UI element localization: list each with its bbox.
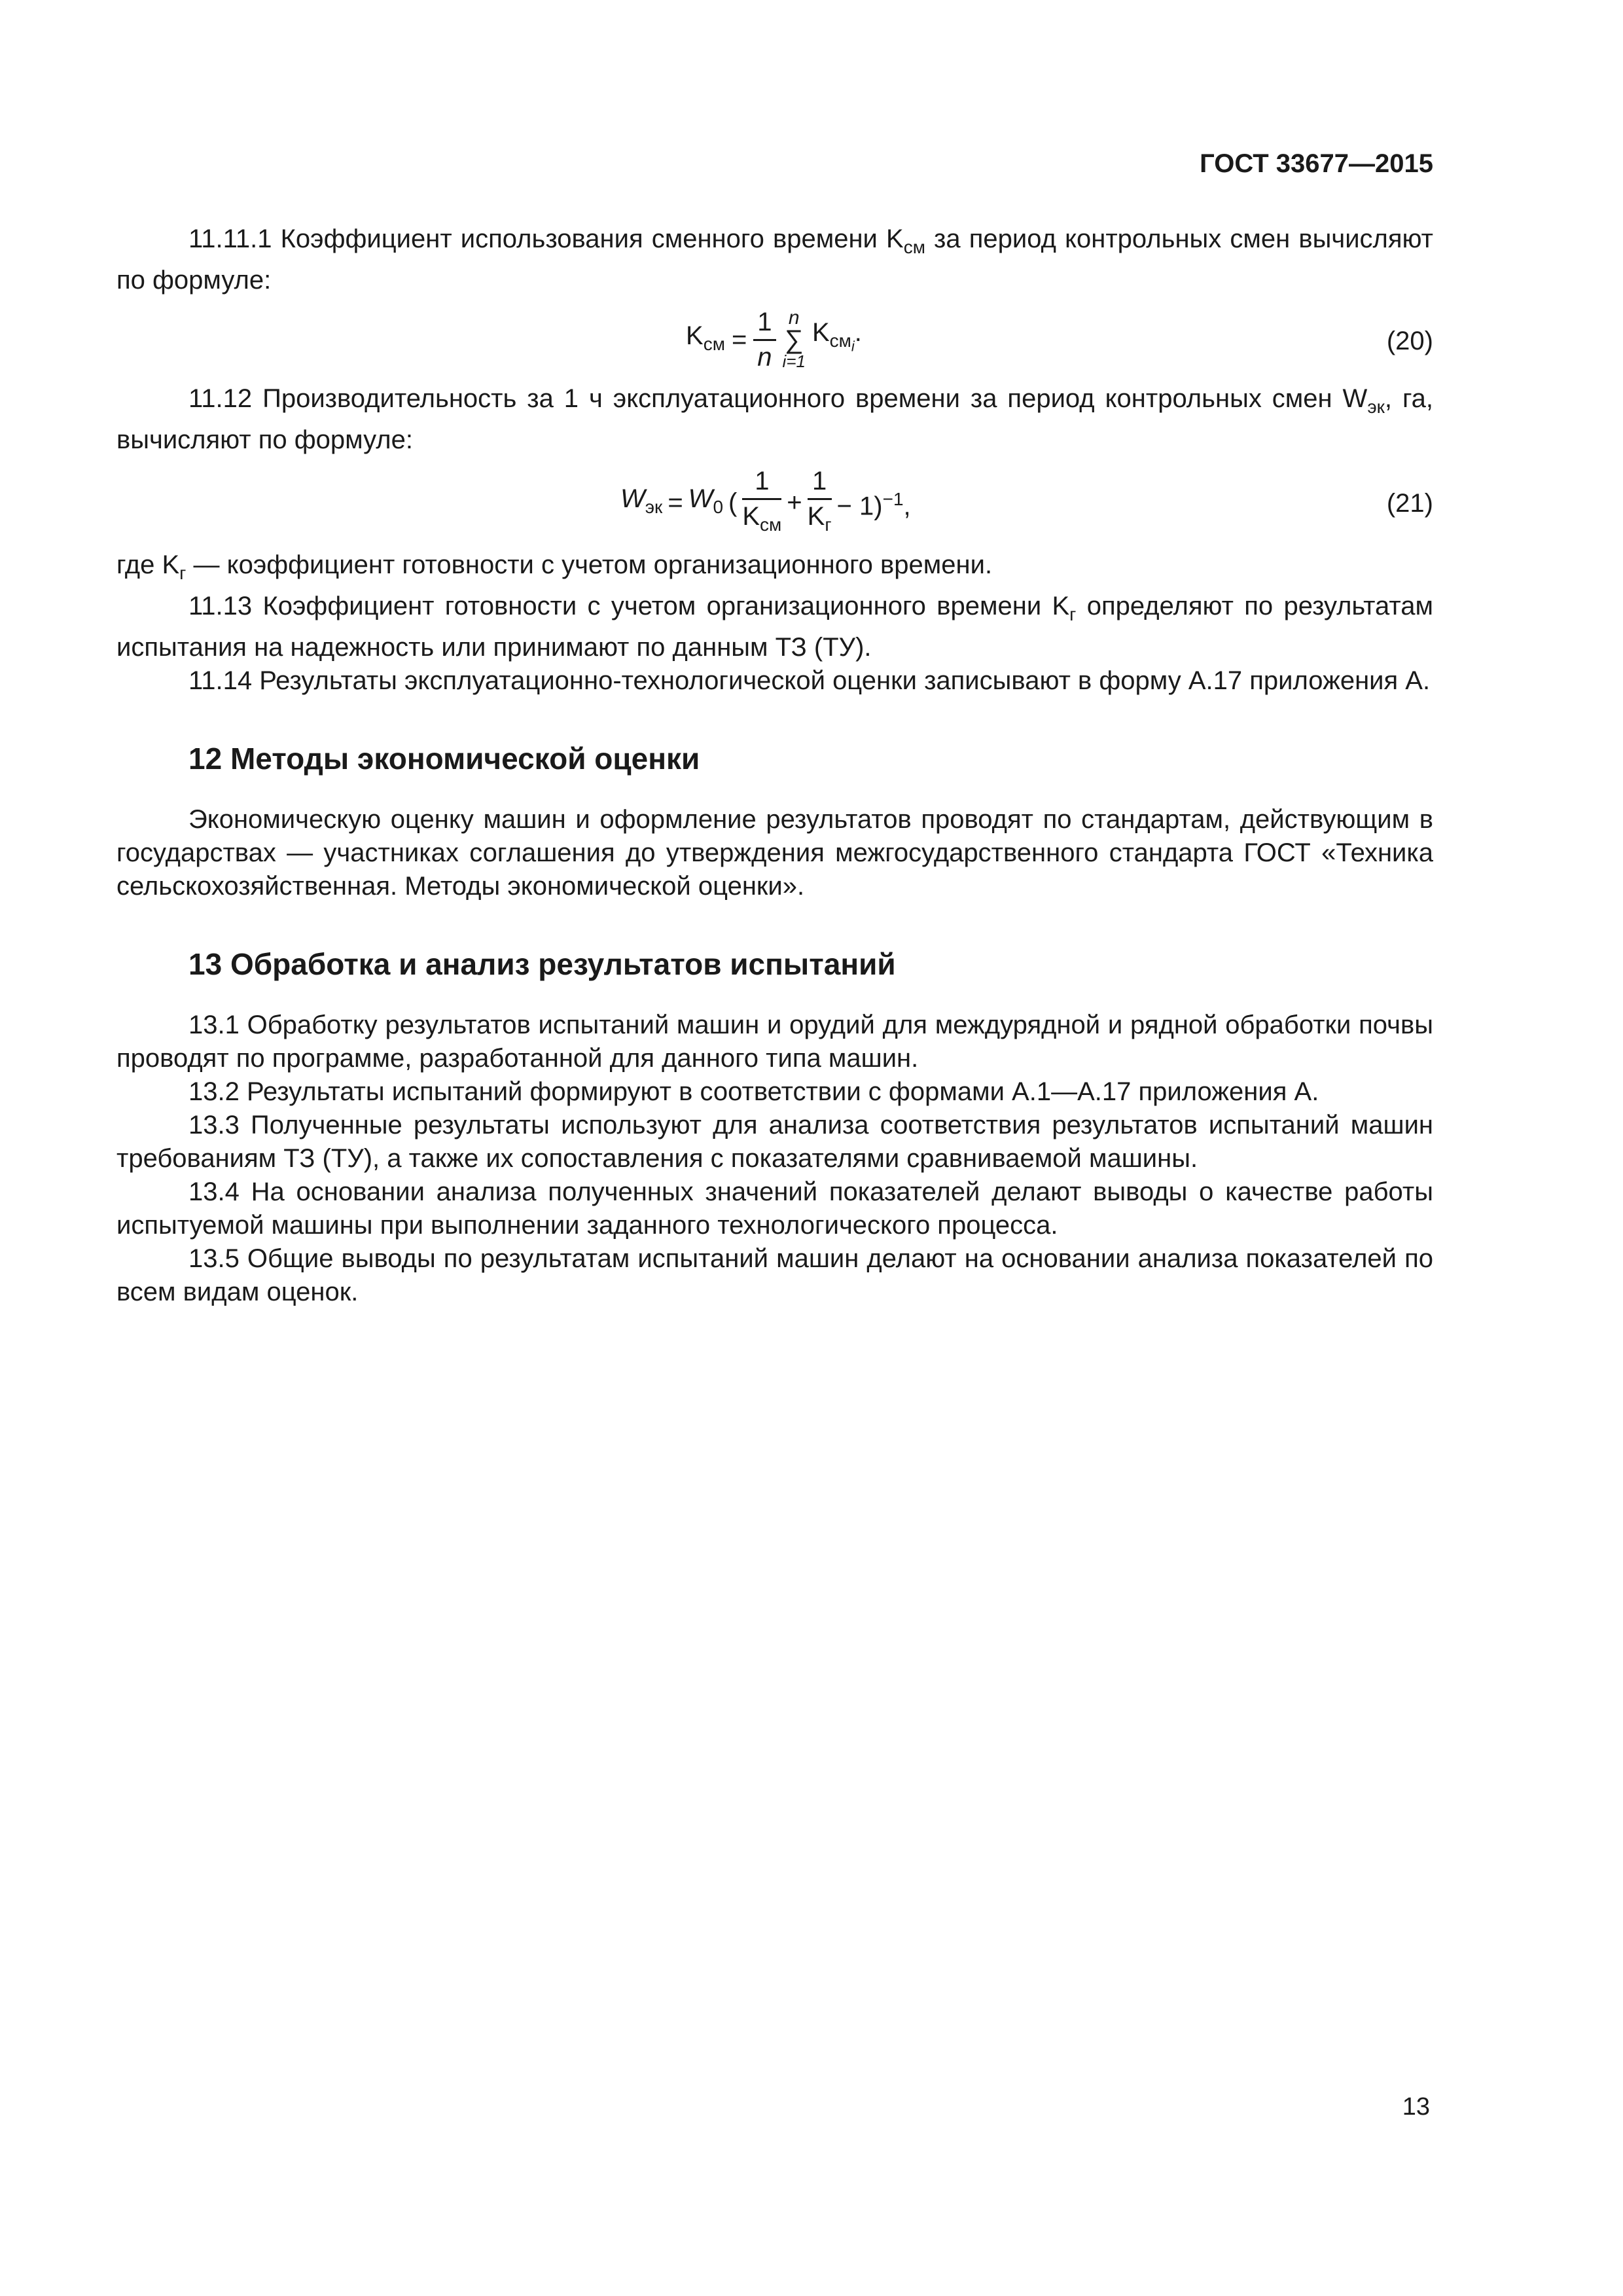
- paragraph-11-11-1: 11.11.1 Коэффициент использования сменного времени $K_{см}$ за период контрольных смен вычисляют по формуле:: [116, 224, 1433, 295]
- page-body: [116, 223, 1433, 1309]
- paragraph-11-13: 11.13 Коэффициент готовности с учетом организационного времени $K_г$ определяют по результатам испытания на надежность или принимают по данным ТЗ (ТУ).: [116, 592, 1434, 662]
- paragraph-13-2: 13.2 Результаты испытаний формируют в соответствии с формами А.1—А.17 приложения А.: [188, 1077, 1319, 1106]
- section-heading-13: 13 Обработка и анализ результатов испытаний: [188, 947, 896, 981]
- equation-20: $K_{см}$ = $\frac{1}{n}$ n ∑ i=1 $K_{см_i}$. (20): [116, 297, 1433, 382]
- paragraph-13-4: 13.4 На основании анализа полученных значений показателей делают выводы о качестве работы испытуемой машины при выполнении заданного технологического процесса.: [116, 1177, 1433, 1240]
- paragraph-11-12: 11.12 Производительность за 1 ч эксплуатационного времени за период контрольных смен $W_{эк}$, га, вычисляют по формуле:: [116, 384, 1434, 454]
- page-number: 13: [1402, 2093, 1430, 2121]
- paragraph-13-1: 13.1 Обработку результатов испытаний машин и орудий для междурядной и рядной обработки почвы проводят по программе, разработанной для данного типа машин.: [116, 1011, 1433, 1073]
- paragraph-12: Экономическую оценку машин и оформление результатов проводят по стандартам, действующим в государствах — участниках соглашения до утверждения межгосударственного стандарта ГОСТ «Техника сельскохозяйственная. Методы экономической оценки».: [116, 805, 1433, 901]
- eq20-fraction: $\frac{1}{n}$: [753, 306, 776, 374]
- equation-number-21: (21): [1386, 489, 1433, 518]
- paragraph-11-14: 11.14 Результаты эксплуатационно-технологической оценки записывают в форму А.17 приложения А.: [188, 666, 1431, 695]
- equation-number-20: (20): [1386, 327, 1433, 355]
- eq21-fraction-2: $\frac{1}{K_г}$: [808, 465, 832, 541]
- document-header: ГОСТ 33677—2015: [1200, 149, 1433, 178]
- equation-21: $W_{эк}$ = $W_0$ ( $\frac{1}{K_{см}}$ + $\frac{1}{K_г}$ − 1)$^{-1}$, (21): [116, 457, 1433, 548]
- paragraph-13-5: 13.5 Общие выводы по результатам испытаний машин делают на основании анализа показателей по всем видам оценок.: [116, 1244, 1433, 1306]
- paragraph-13-3: 13.3 Полученные результаты используют для анализа соответствия результатов испытаний машин требованиям ТЗ (ТУ), а также их сопоставления с показателями сравниваемой машины.: [116, 1111, 1433, 1173]
- eq21-fraction-1: $\frac{1}{K_{см}}$: [742, 465, 781, 541]
- section-heading-12: 12 Методы экономической оценки: [188, 742, 700, 776]
- paragraph-where: где $K_г$ — коэффициент готовности с учетом организационного времени.: [116, 550, 993, 583]
